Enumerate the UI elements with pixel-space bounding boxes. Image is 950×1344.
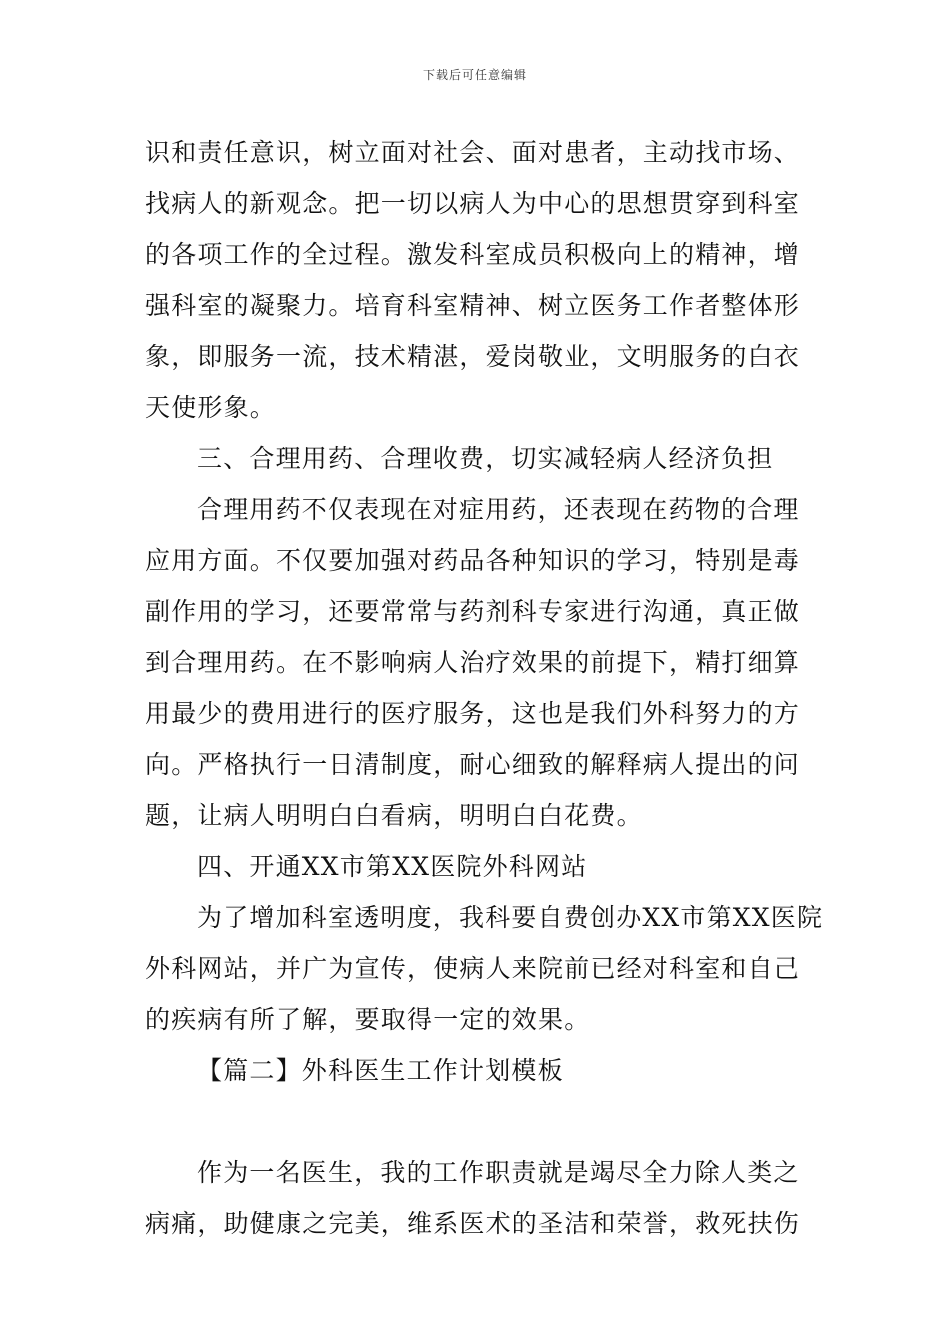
body-line: 的各项工作的全过程。激发科室成员积极向上的精神，增 — [145, 240, 801, 269]
chapter-title: 【篇二】外科医生工作计划模板 — [197, 1056, 564, 1085]
body-line: 题，让病人明明白白看病，明明白白花费。 — [145, 801, 643, 830]
body-line: 象，即服务一流，技术精湛，爱岗敬业，文明服务的白衣 — [145, 342, 801, 371]
body-line: 的疾病有所了解，要取得一定的效果。 — [145, 1005, 591, 1034]
body-line: 识和责任意识，树立面对社会、面对患者，主动找市场、 — [145, 138, 801, 167]
body-line: 向。严格执行一日清制度，耐心细致的解释病人提出的问 — [145, 750, 801, 779]
paragraph-start: 作为一名医生，我的工作职责就是竭尽全力除人类之 — [197, 1158, 800, 1187]
body-line: 强科室的凝聚力。培育科室精神、树立医务工作者整体形 — [145, 291, 801, 320]
body-line: 副作用的学习，还要常常与药剂科专家进行沟通，真正做 — [145, 597, 801, 626]
section-heading-4: 四、开通XX市第XX医院外科网站 — [197, 852, 588, 881]
body-line: 到合理用药。在不影响病人治疗效果的前提下，精打细算 — [145, 648, 801, 677]
body-line: 外科网站，并广为宣传，使病人来院前已经对科室和自己 — [145, 954, 801, 983]
body-line: 用最少的费用进行的医疗服务，这也是我们外科努力的方 — [145, 699, 801, 728]
body-line: 病痛，助健康之完美，维系医术的圣洁和荣誉，救死扶伤 — [145, 1209, 801, 1238]
blank-line — [145, 1096, 815, 1147]
body-line: 找病人的新观念。把一切以病人为中心的思想贯穿到科室 — [145, 189, 801, 218]
body-line: 应用方面。不仅要加强对药品各种知识的学习，特别是毒 — [145, 546, 801, 575]
paragraph-start: 合理用药不仅表现在对症用药，还表现在药物的合理 — [197, 495, 800, 524]
document-body — [145, 127, 824, 1249]
page-header-note: 下载后可任意编辑 — [422, 68, 527, 82]
paragraph-start: 为了增加科室透明度，我科要自费创办XX市第XX医院 — [197, 903, 824, 932]
section-heading-3: 三、合理用药、合理收费，切实减轻病人经济负担 — [197, 444, 774, 473]
body-line: 天使形象。 — [145, 393, 277, 422]
